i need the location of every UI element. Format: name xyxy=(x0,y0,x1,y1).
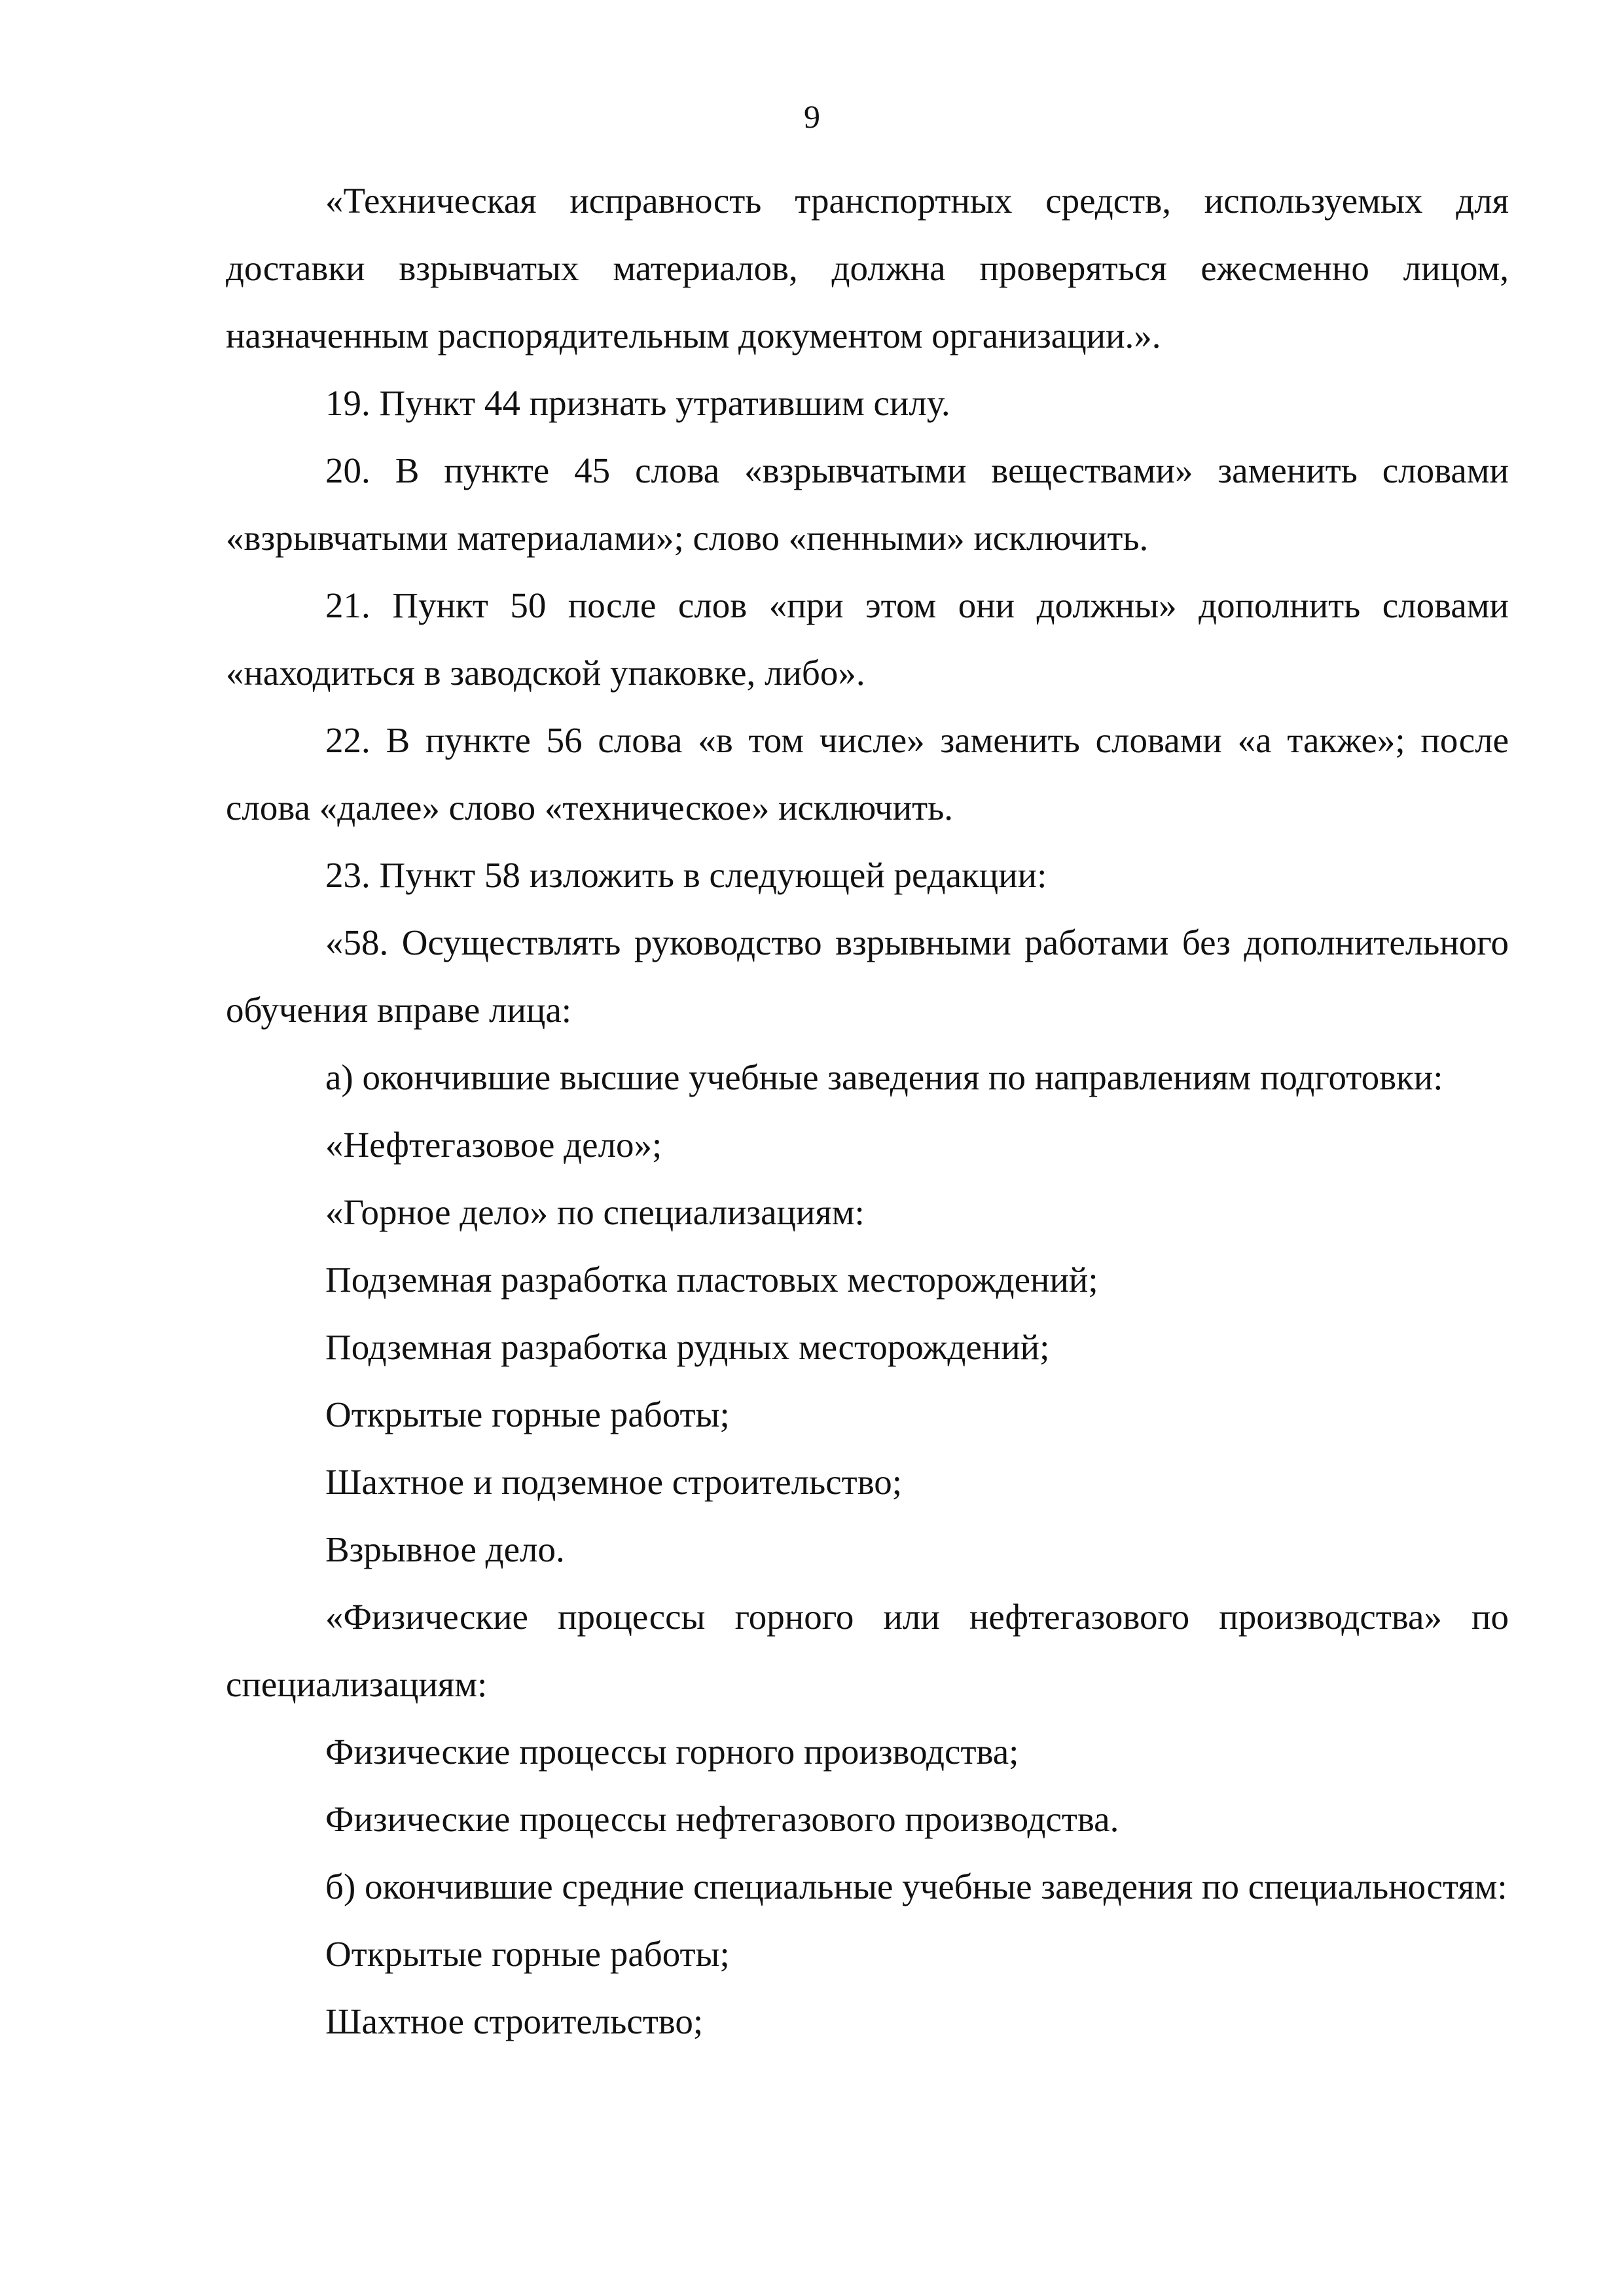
list-item-open-pit: Открытые горные работы; xyxy=(325,1394,730,1434)
list-item-physical-processes: «Физические процессы горного или нефтегазового производства» по специализациям: xyxy=(226,1597,1509,1704)
list-item-physical-oil-gas: Физические процессы нефтегазового производства. xyxy=(325,1799,1119,1839)
paragraph-item-22: 22. В пункте 56 слова «в том числе» заменить словами «а также»; после слова «далее» слово «техническое» исключить. xyxy=(226,720,1509,828)
list-item-mining: «Горное дело» по специализациям: xyxy=(325,1192,865,1232)
list-item-underground-bedded: Подземная разработка пластовых месторождений; xyxy=(325,1260,1098,1300)
paragraph-item-58: «58. Осуществлять руководство взрывными работами без дополнительного обучения вправе лица: xyxy=(226,922,1509,1030)
paragraph-quote-vehicle-check: «Техническая исправность транспортных средств, используемых для доставки взрывчатых материалов, должна проверяться ежесменно лицом, назначенным распорядительным документом организации.». xyxy=(226,181,1509,355)
list-item-open-pit-secondary: Открытые горные работы; xyxy=(325,1934,730,1974)
list-item-shaft-construction-secondary: Шахтное строительство; xyxy=(325,2001,704,2041)
paragraph-item-20: 20. В пункте 45 слова «взрывчатыми веществами» заменить словами «взрывчатыми материалами»; слово «пенными» исключить. xyxy=(226,450,1509,558)
list-item-oil-gas: «Нефтегазовое дело»; xyxy=(325,1125,662,1165)
page-number: 9 xyxy=(804,98,820,135)
paragraph-item-23: 23. Пункт 58 изложить в следующей редакции: xyxy=(325,855,1047,895)
paragraph-item-21: 21. Пункт 50 после слов «при этом они должны» дополнить словами «находиться в заводской упаковке, либо». xyxy=(226,585,1509,693)
list-item-underground-ore: Подземная разработка рудных месторождений; xyxy=(325,1327,1050,1367)
paragraph-item-19: 19. Пункт 44 признать утратившим силу. xyxy=(325,383,950,423)
document-body xyxy=(226,167,1509,2055)
list-item-shaft-construction: Шахтное и подземное строительство; xyxy=(325,1462,903,1502)
paragraph-subitem-a: а) окончившие высшие учебные заведения по направлениям подготовки: xyxy=(325,1057,1443,1097)
list-item-blasting: Взрывное дело. xyxy=(325,1529,565,1569)
paragraph-subitem-b: б) окончившие средние специальные учебные заведения по специальностям: xyxy=(325,1867,1507,1906)
list-item-physical-mining: Физические процессы горного производства; xyxy=(325,1732,1019,1772)
